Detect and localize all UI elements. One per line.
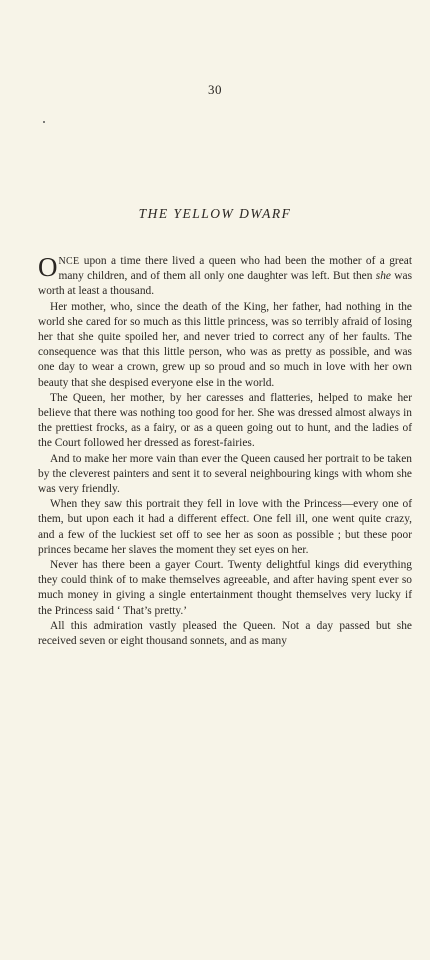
paragraph-6: Never has there been a gayer Court. Twenty delightful kings did everything they could think of to make themselves agreeable, and after having spent ever so much money in giving a single entertainment thought themselves very lucky if the Princess said ‘ That’s pretty.’ [38, 559, 412, 617]
paragraph-5: When they saw this portrait they fell in love with the Princess—every one of them, but upon each it had a different effect. One fell ill, one went quite crazy, and a few of the luckiest set off to see her as soon as possible ; but these poor princes became her slaves the moment they set eyes on her. [38, 498, 412, 556]
paragraph-4: And to make her more vain than ever the Queen caused her portrait to be taken by the cleverest painters and sent it to several neighbouring kings with whom she was very friendly. [38, 452, 412, 496]
paragraph-1-emphasis: she [375, 270, 391, 283]
paragraph-3: The Queen, her mother, by her caresses and flatteries, helped to make her believe that there was nothing too good for her. She was dressed almost always in the prettiest frocks, as a fairy, or as a queen going out to hunt, and the ladies of the Court followed her dressed as forest-fairies. [38, 391, 412, 450]
paragraph-1 [38, 254, 412, 300]
page-number: 30 [208, 82, 222, 97]
opening-small-caps: NCE [58, 256, 80, 267]
paragraph-1-text-a: upon a time there lived a queen who had been the mother of a great many children, and of them all only one daughter was left. But then [58, 255, 412, 283]
paragraph-2: Her mother, who, since the death of the King, her father, had nothing in the world she cared for so much as this little princess, was so terribly afraid of losing her that she quite spoiled her, and never tried to correct any of her faults. The consequence was that this little person, who was as pretty as possible, and was one day to wear a crown, grew up so proud and so much in love with her own beauty that she despised everyone else in the world. [38, 300, 412, 389]
drop-cap: O [38, 252, 58, 282]
paragraph-1-text-b: was worth at least a thousand. [38, 270, 413, 298]
chapter-title: THE YELLOW DWARF [138, 206, 292, 221]
print-speck [43, 121, 45, 123]
paragraph-7: All this admiration vastly pleased the Queen. Not a day passed but she received seven or eight thousand sonnets, and as many [38, 619, 412, 648]
chapter-body [38, 254, 412, 649]
